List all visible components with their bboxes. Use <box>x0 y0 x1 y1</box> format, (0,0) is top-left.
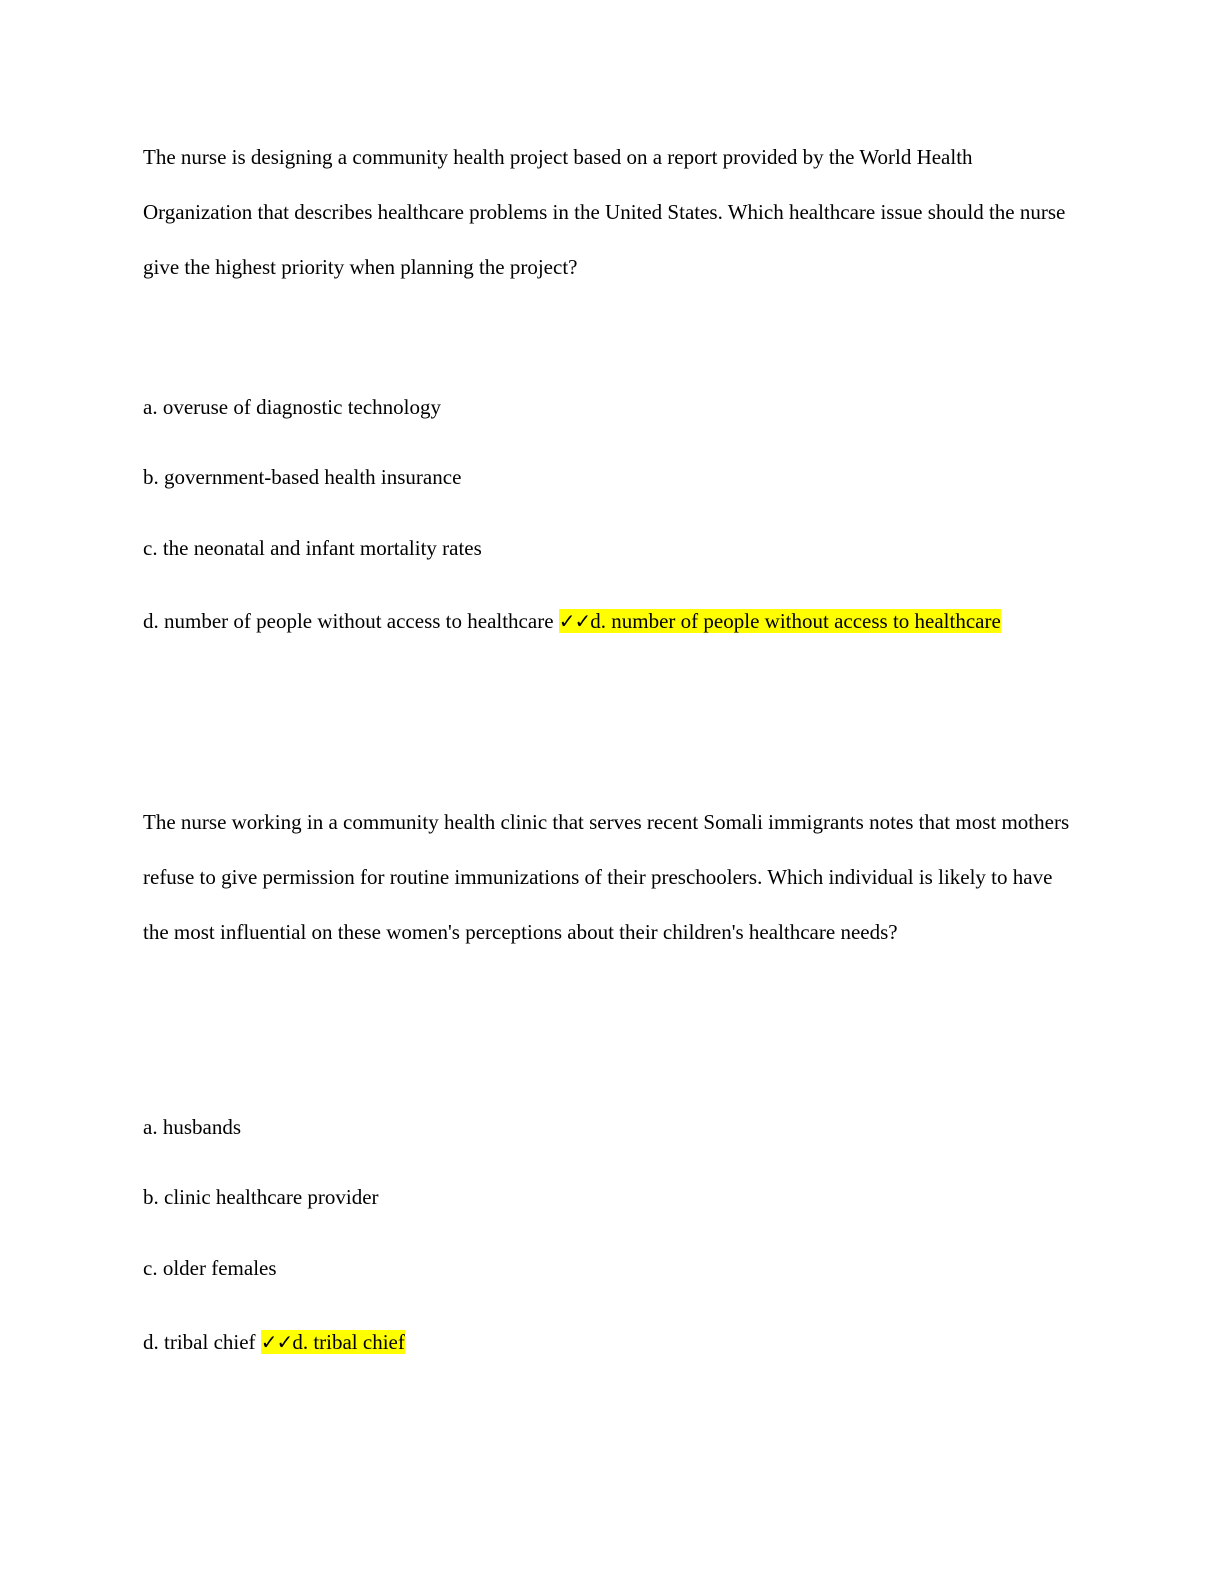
question-1-answer-key <box>559 609 1001 633</box>
question-2-option-d-text: d. tribal chief <box>143 1330 256 1354</box>
question-1-option-d-text: d. number of people without access to healthcare <box>143 609 554 633</box>
question-1-option-b: b. government-based health insurance <box>143 465 462 489</box>
double-check-icon: ✓✓ <box>260 1330 293 1354</box>
question-1-option-c: c. the neonatal and infant mortality rates <box>143 536 482 560</box>
question-1-option-a: a. overuse of diagnostic technology <box>143 395 441 419</box>
question-2-option-c: c. older females <box>143 1256 277 1280</box>
question-1-option-d <box>143 592 1078 651</box>
question-1-stem: The nurse is designing a community health project based on a report provided by the World Health Organization that describes healthcare problems in the United States. Which healthcare issue should the nurse give the highest priority when planning the project? <box>143 145 1066 279</box>
double-check-icon: ✓✓ <box>558 609 591 633</box>
question-2-option-a: a. husbands <box>143 1115 241 1139</box>
question-2-option-d <box>143 1327 1078 1357</box>
question-2-answer-key <box>261 1330 405 1354</box>
question-2-answer-text: d. tribal chief <box>292 1330 405 1354</box>
question-2-option-b: b. clinic healthcare provider <box>143 1185 379 1209</box>
question-1-answer-text: d. number of people without access to healthcare <box>590 609 1001 633</box>
question-2-stem: The nurse working in a community health clinic that serves recent Somali immigrants notes that most mothers refuse to give permission for routine immunizations of their preschoolers. Which individual is likely to have the most influential on these women's perceptions about their children's healthcare needs? <box>143 810 1070 944</box>
